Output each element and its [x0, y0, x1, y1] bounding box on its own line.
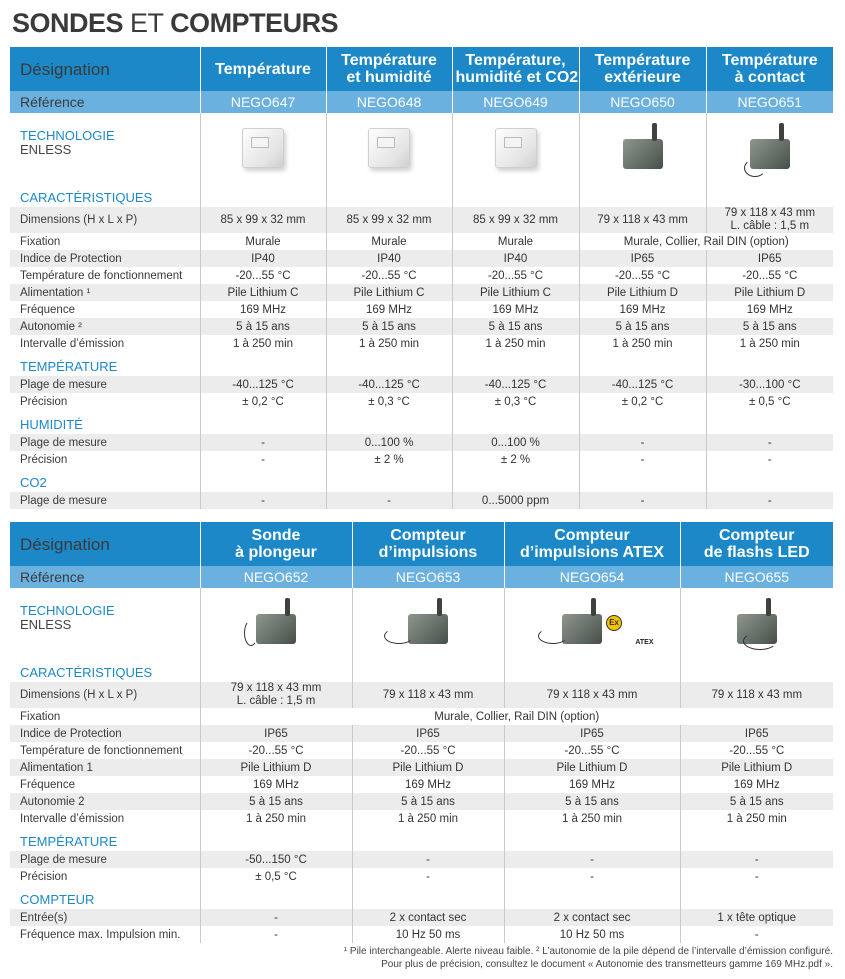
cell: 10 Hz 50 ms — [352, 926, 504, 943]
designation-label: Désignation — [10, 522, 200, 566]
cell: ± 0,5 °C — [706, 393, 833, 410]
spec-row-fixation — [10, 233, 833, 250]
cell: - — [706, 492, 833, 509]
cell: IP40 — [326, 250, 452, 267]
cell: 79 x 118 x 43 mm — [680, 682, 833, 708]
row-label: Entrée(s) — [10, 909, 200, 926]
product-image — [326, 113, 452, 183]
spec-row-entrees — [10, 909, 833, 926]
cell: - — [706, 451, 833, 468]
section-title: HUMIDITÉ — [20, 417, 83, 432]
cell-merged: Murale, Collier, Rail DIN (option) — [200, 708, 833, 725]
spec-row-temp-plage — [10, 851, 833, 868]
cell: ± 0,2 °C — [200, 393, 326, 410]
cell: - — [200, 434, 326, 451]
cell: -20...55 °C — [706, 267, 833, 284]
spec-row-alimentation — [10, 284, 833, 301]
reference-label: Référence — [10, 566, 200, 588]
cell: -40...125 °C — [452, 376, 579, 393]
cell: - — [326, 492, 452, 509]
cell: 169 MHz — [452, 301, 579, 318]
row-label: Plage de mesure — [10, 851, 200, 868]
cell: 1 x tête optique — [680, 909, 833, 926]
row-label: Intervalle d’émission — [20, 812, 125, 825]
sensor-box-antenna-icon — [623, 139, 663, 169]
cell: - — [200, 492, 326, 509]
cell: Pile Lithium C — [326, 284, 452, 301]
product-name: Compteur d’impulsions — [352, 522, 504, 566]
cell: 0...5000 ppm — [452, 492, 579, 509]
cell: - — [200, 909, 352, 926]
reference-value: NEGO652 — [200, 566, 352, 588]
spec-table-sondes — [10, 47, 833, 509]
cell: Pile Lithium D — [680, 759, 833, 776]
spec-row-dimensions — [10, 682, 833, 708]
cell: 5 à 15 ans — [706, 318, 833, 335]
cell: IP65 — [352, 725, 504, 742]
cell: - — [706, 434, 833, 451]
cell: - — [680, 868, 833, 885]
cell: - — [680, 851, 833, 868]
product-name: Température à contact — [706, 47, 833, 91]
row-label: Fixation — [20, 235, 61, 248]
section-title: CO2 — [20, 475, 47, 490]
reference-row — [10, 91, 833, 113]
row-label: Alimentation ¹ — [10, 284, 200, 301]
product-image — [452, 113, 579, 183]
spec-row-temp-precision — [10, 868, 833, 885]
spec-row-frequence — [10, 301, 833, 318]
cell: -40...125 °C — [200, 376, 326, 393]
row-label: Indice de Protection — [10, 250, 200, 267]
product-image — [200, 113, 326, 183]
cell: ± 0,5 °C — [200, 868, 352, 885]
row-label: Plage de mesure — [10, 376, 200, 393]
cell: - — [680, 926, 833, 943]
cell: -20...55 °C — [504, 742, 680, 759]
cell: 79 x 118 x 43 mm L. câble : 1,5 m — [706, 207, 833, 233]
cell: Pile Lithium D — [352, 759, 504, 776]
reference-value: NEGO650 — [579, 91, 706, 113]
cell: -20...55 °C — [352, 742, 504, 759]
spec-row-temp-fonct — [10, 267, 833, 284]
reference-value: NEGO648 — [326, 91, 452, 113]
cell: 5 à 15 ans — [200, 318, 326, 335]
title-light: ET — [123, 8, 171, 38]
cell: -20...55 °C — [452, 267, 579, 284]
product-name: Compteur de flashs LED — [680, 522, 833, 566]
product-name: Température extérieure — [579, 47, 706, 91]
cell: 10 Hz 50 ms — [504, 926, 680, 943]
cell: IP65 — [504, 725, 680, 742]
cell: 1 à 250 min — [200, 810, 352, 827]
row-label: Dimensions (H x L x P) — [10, 207, 200, 233]
spec-row-autonomie — [10, 318, 833, 335]
cell: - — [504, 868, 680, 885]
cell-merged: Murale, Collier, Rail DIN (option) — [579, 233, 833, 250]
cell: ± 2 % — [452, 451, 579, 468]
row-label: Plage de mesure — [10, 492, 200, 509]
cell: 169 MHz — [706, 301, 833, 318]
cell: 85 x 99 x 32 mm — [326, 207, 452, 233]
cell: IP65 — [200, 725, 352, 742]
cell: ± 0,2 °C — [579, 393, 706, 410]
cell: 0...100 % — [452, 434, 579, 451]
product-image — [579, 113, 706, 183]
spec-row-fixation — [10, 708, 833, 725]
cell: 1 à 250 min — [200, 335, 326, 352]
cell: ± 0,3 °C — [452, 393, 579, 410]
section-row — [10, 885, 833, 909]
section-row — [10, 183, 833, 207]
cell: Murale — [200, 233, 326, 250]
cell: IP65 — [680, 725, 833, 742]
cell: 5 à 15 ans — [352, 793, 504, 810]
reference-value: NEGO653 — [352, 566, 504, 588]
footnote-line-2: Pour plus de précision, consultez le document « Autonomie des transmetteurs gamme 169 MHz.pdf ». — [381, 959, 833, 970]
sensor-box-cable-icon — [750, 139, 790, 169]
cell: 79 x 118 x 43 mm — [579, 207, 706, 233]
cell: 1 à 250 min — [706, 335, 833, 352]
cell: Pile Lithium D — [504, 759, 680, 776]
cell: 5 à 15 ans — [452, 318, 579, 335]
section-row — [10, 658, 833, 682]
technology-label: TECHNOLOGIE ENLESS — [20, 603, 115, 632]
row-label: Fréquence max. Impulsion min. — [20, 928, 181, 941]
pulse-counter-icon — [408, 614, 448, 644]
spec-row-co2-plage — [10, 492, 833, 509]
cell: 5 à 15 ans — [504, 793, 680, 810]
cell: 1 à 250 min — [579, 335, 706, 352]
spec-row-freq-impulsion — [10, 926, 833, 943]
row-label: Fréquence — [20, 303, 75, 316]
cell: 169 MHz — [680, 776, 833, 793]
cell: Pile Lithium C — [200, 284, 326, 301]
cell: IP40 — [200, 250, 326, 267]
spec-table-compteurs — [10, 522, 833, 943]
spec-row-autonomie — [10, 793, 833, 810]
cell: - — [200, 451, 326, 468]
cell: 5 à 15 ans — [579, 318, 706, 335]
technology-row — [10, 588, 833, 658]
sensor-box-white-icon — [242, 128, 284, 168]
footnote — [344, 945, 833, 971]
cell: IP40 — [452, 250, 579, 267]
row-label: Indice de Protection — [10, 725, 200, 742]
product-name: Température et humidité — [326, 47, 452, 91]
cell: IP65 — [579, 250, 706, 267]
row-label: Température de fonctionnement — [20, 744, 183, 757]
designation-label: Désignation — [10, 47, 200, 91]
header-row — [10, 522, 833, 566]
cell: 169 MHz — [200, 301, 326, 318]
cell: -40...125 °C — [579, 376, 706, 393]
spec-row-protection — [10, 725, 833, 742]
sensor-box-white-icon — [368, 128, 410, 168]
cell: -20...55 °C — [579, 267, 706, 284]
cell: 5 à 15 ans — [326, 318, 452, 335]
header-row — [10, 47, 833, 91]
cell: 2 x contact sec — [352, 909, 504, 926]
row-label: Précision — [20, 395, 68, 408]
cell: 79 x 118 x 43 mm — [504, 682, 680, 708]
row-label: Autonomie 2 — [10, 793, 200, 810]
product-image — [352, 588, 504, 658]
spec-row-temp-plage — [10, 376, 833, 393]
cell: 169 MHz — [579, 301, 706, 318]
row-label: Température de fonctionnement — [20, 269, 183, 282]
product-name: Sonde à plongeur — [200, 522, 352, 566]
cell: 1 à 250 min — [352, 810, 504, 827]
product-name: Compteur d’impulsions ATEX — [504, 522, 680, 566]
cell: - — [352, 868, 504, 885]
cell: 169 MHz — [326, 301, 452, 318]
cell: Pile Lithium D — [579, 284, 706, 301]
cell: Pile Lithium D — [706, 284, 833, 301]
cell: 79 x 118 x 43 mm — [352, 682, 504, 708]
cell: - — [504, 851, 680, 868]
reference-value: NEGO649 — [452, 91, 579, 113]
row-label: Fréquence — [20, 778, 75, 791]
cell: - — [200, 926, 352, 943]
cell: 79 x 118 x 43 mm L. câble : 1,5 m — [200, 682, 352, 708]
title-bold-1: SONDES — [12, 8, 124, 38]
cell: -30...100 °C — [706, 376, 833, 393]
product-image — [680, 588, 833, 658]
row-label: Alimentation 1 — [10, 759, 200, 776]
technology-label: TECHNOLOGIE ENLESS — [20, 128, 115, 157]
cell: Murale — [326, 233, 452, 250]
cell: 0...100 % — [326, 434, 452, 451]
spec-row-hum-plage — [10, 434, 833, 451]
row-label: Intervalle d’émission — [20, 337, 125, 350]
section-title: CARACTÉRISTIQUES — [20, 665, 153, 680]
cell: -20...55 °C — [200, 742, 352, 759]
cell: - — [579, 434, 706, 451]
cell: 5 à 15 ans — [200, 793, 352, 810]
cell: - — [579, 451, 706, 468]
cell: Murale — [452, 233, 579, 250]
spec-row-temp-precision — [10, 393, 833, 410]
cell: 1 à 250 min — [504, 810, 680, 827]
spec-row-frequence — [10, 776, 833, 793]
sensor-box-white-icon — [495, 128, 537, 168]
spec-row-temp-fonct — [10, 742, 833, 759]
cell: -50...150 °C — [200, 851, 352, 868]
cell: -40...125 °C — [326, 376, 452, 393]
cell: 1 à 250 min — [452, 335, 579, 352]
spec-row-intervalle — [10, 810, 833, 827]
section-row — [10, 352, 833, 376]
reference-value: NEGO651 — [706, 91, 833, 113]
product-image — [706, 113, 833, 183]
cell: 169 MHz — [352, 776, 504, 793]
page-title — [12, 8, 338, 39]
pulse-counter-atex-icon — [562, 614, 602, 644]
cell: Pile Lithium C — [452, 284, 579, 301]
atex-label: ATEX — [635, 639, 654, 646]
row-label: Dimensions (H x L x P) — [10, 682, 200, 708]
title-bold-2: COMPTEURS — [170, 8, 339, 38]
cell: 2 x contact sec — [504, 909, 680, 926]
atex-badge-icon: Ex — [606, 615, 622, 631]
cell: -20...55 °C — [680, 742, 833, 759]
cell: 5 à 15 ans — [680, 793, 833, 810]
footnote-line-1: ¹ Pile interchangeable. Alerte niveau faible. ² L’autonomie de la pile dépend de l’intervalle d’émission configuré. — [343, 946, 833, 957]
reference-value: NEGO647 — [200, 91, 326, 113]
spec-row-protection — [10, 250, 833, 267]
cell: 1 à 250 min — [326, 335, 452, 352]
cell: 169 MHz — [200, 776, 352, 793]
row-label: Précision — [20, 870, 68, 883]
row-label: Autonomie ² — [10, 318, 200, 335]
row-label: Plage de mesure — [10, 434, 200, 451]
probe-plunger-icon — [256, 614, 296, 644]
led-flash-counter-icon — [737, 614, 777, 644]
cell: 169 MHz — [504, 776, 680, 793]
section-title: TEMPÉRATURE — [20, 834, 118, 849]
section-title: COMPTEUR — [20, 892, 95, 907]
cell: 85 x 99 x 32 mm — [452, 207, 579, 233]
product-image — [200, 588, 352, 658]
spec-row-alimentation — [10, 759, 833, 776]
reference-value: NEGO654 — [504, 566, 680, 588]
cell: -20...55 °C — [200, 267, 326, 284]
spec-row-intervalle — [10, 335, 833, 352]
cell: - — [352, 851, 504, 868]
reference-value: NEGO655 — [680, 566, 833, 588]
section-row — [10, 468, 833, 492]
cell: ± 0,3 °C — [326, 393, 452, 410]
spec-row-hum-precision — [10, 451, 833, 468]
spec-row-dimensions — [10, 207, 833, 233]
cell: ± 2 % — [326, 451, 452, 468]
product-image — [504, 588, 680, 658]
section-row — [10, 410, 833, 434]
reference-row — [10, 566, 833, 588]
section-row — [10, 827, 833, 851]
cell: IP65 — [706, 250, 833, 267]
row-label: Précision — [20, 453, 68, 466]
row-label: Fixation — [20, 710, 61, 723]
technology-row — [10, 113, 833, 183]
cell: -20...55 °C — [326, 267, 452, 284]
cell: 85 x 99 x 32 mm — [200, 207, 326, 233]
section-title: CARACTÉRISTIQUES — [20, 190, 153, 205]
section-title: TEMPÉRATURE — [20, 359, 118, 374]
reference-label: Référence — [10, 91, 200, 113]
product-name: Température — [200, 47, 326, 91]
cell: Pile Lithium D — [200, 759, 352, 776]
cell: 1 à 250 min — [680, 810, 833, 827]
cell: - — [579, 492, 706, 509]
product-name: Température, humidité et CO2 — [452, 47, 579, 91]
